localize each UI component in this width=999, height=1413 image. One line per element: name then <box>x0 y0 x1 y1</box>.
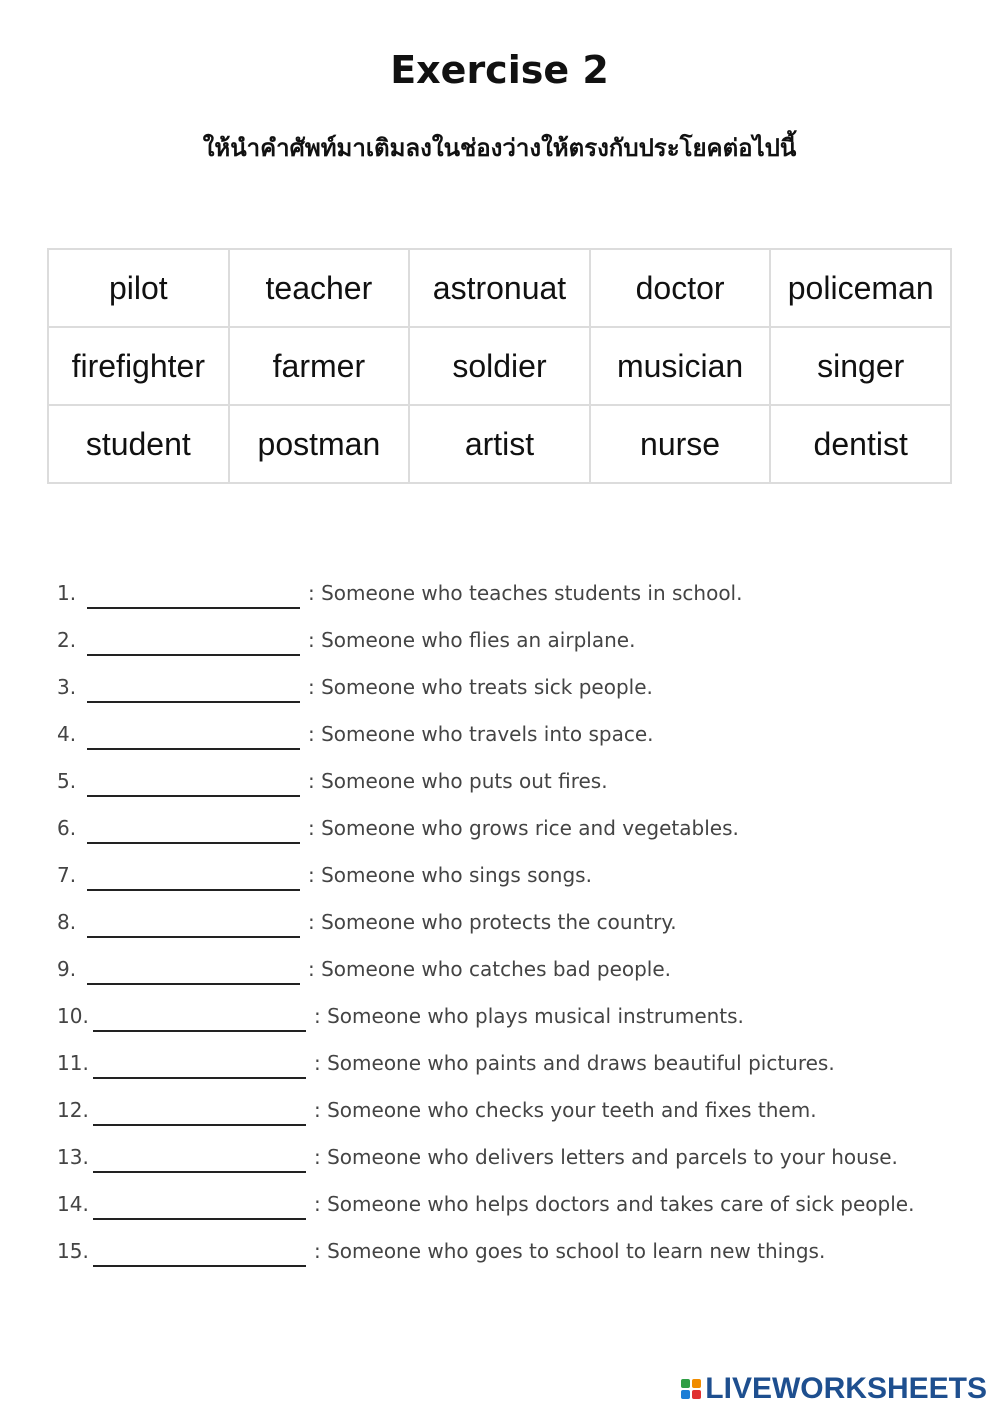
question-definition: : Someone who catches bad people. <box>308 957 672 981</box>
question-number: 1. <box>57 581 77 605</box>
word-bank-cell: artist <box>409 405 590 483</box>
question-definition: : Someone who goes to school to learn new things. <box>314 1239 826 1263</box>
word-bank-cell: postman <box>229 405 410 483</box>
answer-blank[interactable] <box>87 585 300 609</box>
question-number: 5. <box>57 769 77 793</box>
answer-blank[interactable] <box>93 1243 306 1267</box>
question-definition: : Someone who travels into space. <box>308 722 654 746</box>
question-definition: : Someone who puts out fires. <box>308 769 608 793</box>
word-bank-cell: doctor <box>590 249 771 327</box>
question-item <box>57 887 977 934</box>
question-item <box>57 1028 977 1075</box>
question-item <box>57 746 977 793</box>
question-item <box>57 1122 977 1169</box>
question-item <box>57 699 977 746</box>
question-item <box>57 981 977 1028</box>
question-item <box>57 652 977 699</box>
brand-name: LIVEWORKSHEETS <box>705 1372 987 1405</box>
question-definition: : Someone who flies an airplane. <box>308 628 636 652</box>
question-item <box>57 1216 977 1263</box>
liveworksheets-logo <box>681 1372 987 1406</box>
question-number: 4. <box>57 722 77 746</box>
question-definition: : Someone who teaches students in school. <box>308 581 743 605</box>
answer-blank[interactable] <box>87 914 300 938</box>
word-bank-cell: pilot <box>48 249 229 327</box>
logo-square <box>692 1390 701 1399</box>
question-definition: : Someone who checks your teeth and fixes them. <box>314 1098 817 1122</box>
word-bank-cell: musician <box>590 327 771 405</box>
instruction-text: ให้นำคำศัพท์มาเติมลงในช่องว่างให้ตรงกับประโยคต่อไปนี้ <box>202 134 797 162</box>
answer-blank[interactable] <box>93 1008 306 1032</box>
answer-blank[interactable] <box>93 1196 306 1220</box>
question-definition: : Someone who treats sick people. <box>308 675 653 699</box>
page-title: Exercise 2 <box>390 48 609 92</box>
question-number: 14. <box>57 1192 89 1216</box>
question-number: 15. <box>57 1239 89 1263</box>
question-item <box>57 934 977 981</box>
answer-blank[interactable] <box>87 726 300 750</box>
question-number: 10. <box>57 1004 89 1028</box>
question-definition: : Someone who paints and draws beautiful pictures. <box>314 1051 835 1075</box>
answer-blank[interactable] <box>93 1102 306 1126</box>
question-number: 12. <box>57 1098 89 1122</box>
word-bank-cell: soldier <box>409 327 590 405</box>
answer-blank[interactable] <box>93 1149 306 1173</box>
word-bank-cell: singer <box>770 327 951 405</box>
word-bank-table <box>47 248 952 484</box>
answer-blank[interactable] <box>87 867 300 891</box>
question-number: 3. <box>57 675 77 699</box>
word-bank-row <box>48 405 951 483</box>
question-number: 11. <box>57 1051 89 1075</box>
question-number: 7. <box>57 863 77 887</box>
word-bank-cell: nurse <box>590 405 771 483</box>
word-bank-cell: firefighter <box>48 327 229 405</box>
question-definition: : Someone who plays musical instruments. <box>314 1004 744 1028</box>
question-item <box>57 605 977 652</box>
question-number: 2. <box>57 628 77 652</box>
answer-blank[interactable] <box>87 773 300 797</box>
question-number: 13. <box>57 1145 89 1169</box>
question-item <box>57 558 977 605</box>
answer-blank[interactable] <box>93 1055 306 1079</box>
word-bank-row <box>48 327 951 405</box>
question-number: 8. <box>57 910 77 934</box>
question-definition: : Someone who sings songs. <box>308 863 592 887</box>
question-list <box>57 558 977 1263</box>
word-bank-cell: astronuat <box>409 249 590 327</box>
word-bank-cell: policeman <box>770 249 951 327</box>
word-bank-row <box>48 249 951 327</box>
logo-square <box>681 1379 690 1388</box>
question-item <box>57 1169 977 1216</box>
answer-blank[interactable] <box>87 632 300 656</box>
question-definition: : Someone who delivers letters and parcels to your house. <box>314 1145 898 1169</box>
question-item <box>57 840 977 887</box>
question-number: 9. <box>57 957 77 981</box>
word-bank-cell: teacher <box>229 249 410 327</box>
word-bank-cell: farmer <box>229 327 410 405</box>
logo-square <box>692 1379 701 1388</box>
word-bank-cell: student <box>48 405 229 483</box>
question-item <box>57 1075 977 1122</box>
logo-icon <box>681 1379 701 1399</box>
question-number: 6. <box>57 816 77 840</box>
answer-blank[interactable] <box>87 679 300 703</box>
logo-square <box>681 1390 690 1399</box>
answer-blank[interactable] <box>87 961 300 985</box>
question-definition: : Someone who helps doctors and takes care of sick people. <box>314 1192 915 1216</box>
question-definition: : Someone who grows rice and vegetables. <box>308 816 739 840</box>
question-definition: : Someone who protects the country. <box>308 910 677 934</box>
word-bank-cell: dentist <box>770 405 951 483</box>
answer-blank[interactable] <box>87 820 300 844</box>
question-item <box>57 793 977 840</box>
